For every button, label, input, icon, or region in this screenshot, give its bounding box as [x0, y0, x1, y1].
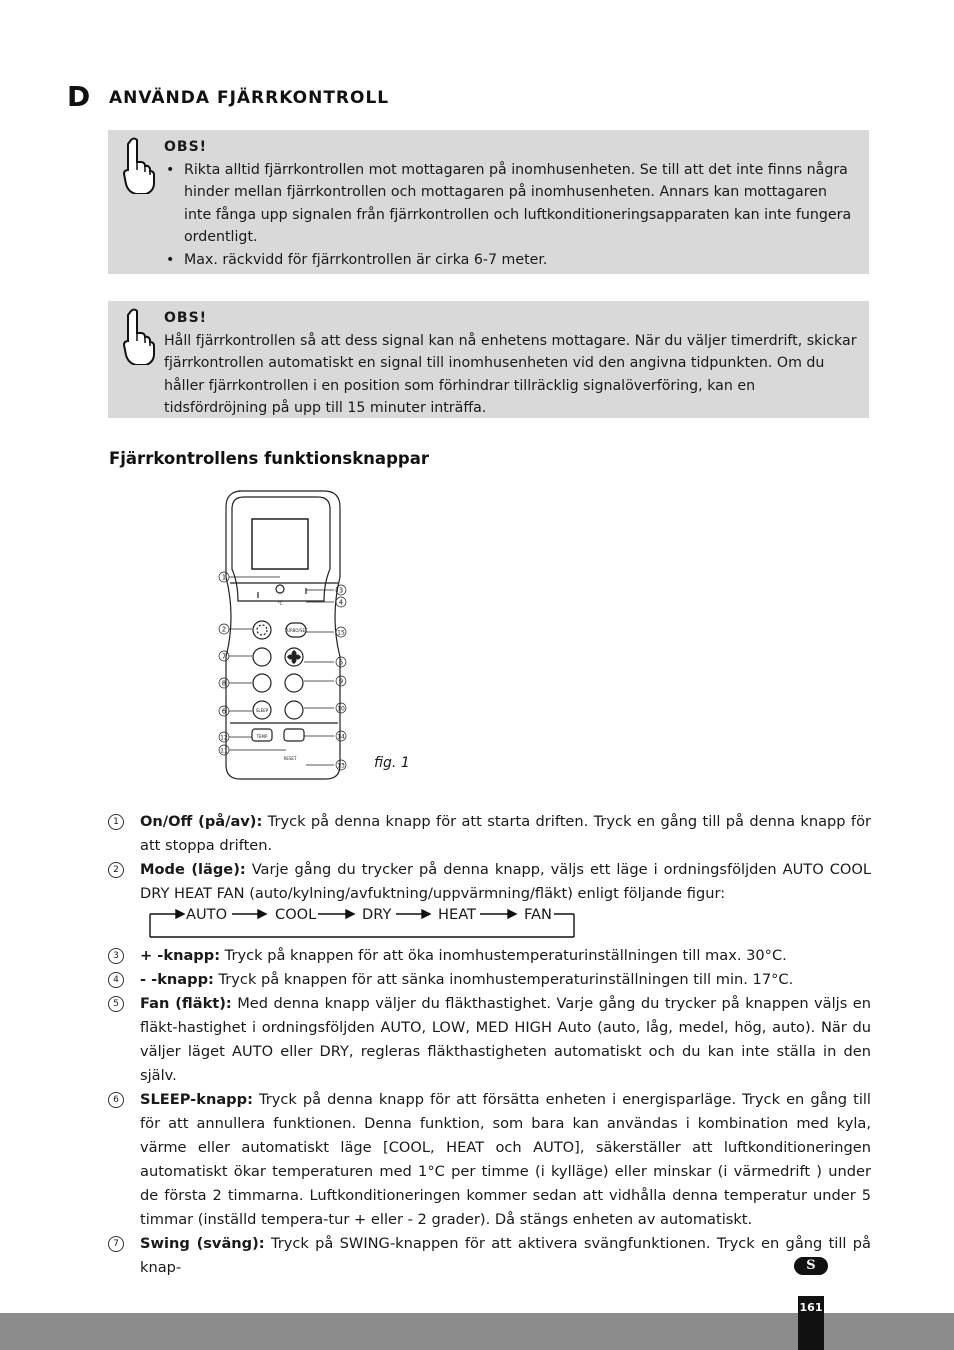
- list-item: [106, 944, 871, 968]
- page-number: 161: [798, 1296, 824, 1350]
- item-text: Tryck på denna knapp för att försätta enheten i energisparläge. Tryck en gång till för att annullera funktionen. Denna funktion, som bara kan användas i kombination med kyla, värme eller automatiskt läge [COOL, HEAT och AUTO], säkerställer att luftkonditioneringen automatiskt ökar temperaturen med 1°C per timme (i kylläge) eller minskar (i värmedrift ) under de första 2 timmarna. Luftkonditioneringen kommer sedan att vidhålla denna temperatur under 5 timmar (inställd tempera-tur + eller - 2 grader). Då stängs enheten av automatiskt.: [140, 1091, 871, 1228]
- callout-left: 1: [221, 573, 227, 582]
- callout-left: 7: [221, 652, 227, 661]
- callout-right: 13: [337, 762, 345, 770]
- item-number: 4: [108, 972, 124, 988]
- mode-dry: DRY: [362, 906, 392, 923]
- item-text: Varje gång du trycker på denna knapp, väljs ett läge i ordningsföljden AUTO COOL DRY HEAT FAN (auto/kylning/avfuktning/uppvärmning/fläkt) enligt följande figur:: [140, 861, 871, 902]
- note-bullets: [164, 159, 857, 272]
- section-title: ANVÄNDA FJÄRRKONTROLL: [109, 88, 390, 108]
- degree-label: °C: [277, 601, 283, 606]
- list-item: [106, 858, 871, 906]
- callout-left: 8: [221, 679, 227, 688]
- reset-label: RESET: [283, 756, 297, 761]
- callout-right: 5: [338, 658, 344, 667]
- callout-right: 3: [338, 586, 344, 595]
- item-text: Tryck på knappen för att öka inomhustemperaturinställningen till max. 30°C.: [220, 947, 787, 964]
- item-number: 2: [108, 862, 124, 878]
- mode-cool: COOL: [275, 906, 317, 923]
- list-item: [106, 1088, 871, 1232]
- item-number: 3: [108, 948, 124, 964]
- fan-icon: [287, 650, 301, 664]
- note-box-2: [108, 301, 869, 418]
- mode-fan: FAN: [524, 906, 552, 923]
- item-term: Fan (fläkt):: [140, 995, 232, 1012]
- item-text: Tryck på SWING-knappen för att aktivera svängfunktionen. Tryck en gång till på knap-: [140, 1235, 871, 1276]
- figure-caption: fig. 1: [374, 755, 410, 771]
- note-bullet: • Max. räckvidd för fjärrkontrollen är cirka 6-7 meter.: [164, 249, 857, 272]
- note-box-1: [108, 130, 869, 274]
- subheading: Fjärrkontrollens funktionsknappar: [109, 449, 429, 468]
- note-label: OBS!: [164, 310, 208, 326]
- note-text: Håll fjärrkontrollen så att dess signal kan nå enhetens mottagare. När du väljer timerdrift, skickar fjärrkontrollen automatiskt en signal till inomhusenheten vid den angivna tidpunkten. Om du håller fjärrkontrollen i en position som förhindrar tillräcklig signalöverföring, kan en tidsfördröjning på upp till 15 minuter inträffa.: [164, 332, 857, 417]
- item-text: Tryck på denna knapp för att starta driften. Tryck en gång till på denna knapp för att stoppa driften.: [140, 813, 871, 854]
- turbo-label: TURBO/SET: [284, 628, 308, 633]
- item-number: 1: [108, 814, 124, 830]
- pointing-hand-icon: [116, 307, 156, 365]
- mode-auto: AUTO: [186, 906, 228, 923]
- callout-right: 14: [337, 733, 345, 741]
- list-item: [106, 1232, 871, 1280]
- item-text: Med denna knapp väljer du fläkthastighet. Varje gång du trycker på knappen väljs en fläkt-hastighet i ordningsföljden AUTO, LOW, MED HIGH Auto (auto, låg, medel, hög, auto). När du väljer läget AUTO eller DRY, regleras fläkthastigheten automatiskt och du kan inte ställa in den själv.: [140, 995, 871, 1084]
- sleep-label: SLEEP: [255, 708, 269, 713]
- callout-left: 12: [220, 734, 228, 742]
- item-term: Swing (sväng):: [140, 1235, 265, 1252]
- callout-right: 10: [337, 705, 345, 713]
- item-term: Mode (läge):: [140, 861, 246, 878]
- remote-control-figure: [210, 485, 370, 785]
- list-item: [106, 992, 871, 1088]
- note-bullet: • Rikta alltid fjärrkontrollen mot mottagaren på inomhusenheten. Se till att det inte finns några hinder mellan fjärrkontrollen och mottagaren på inomhusenheten. Annars kan mottagaren inte fånga upp signalen från fjärrkontrollen och luftkonditioneringsapparaten kan inte fungera ordentligt.: [164, 159, 857, 249]
- item-term: - -knapp:: [140, 971, 214, 988]
- callout-right: 4: [338, 598, 344, 607]
- mode-flow-diagram: [146, 906, 578, 944]
- item-term: + -knapp:: [140, 947, 221, 964]
- callout-left: 6: [221, 707, 227, 716]
- callout-right: 9: [338, 677, 344, 686]
- section-letter: D: [67, 80, 91, 113]
- language-badge: S: [794, 1257, 828, 1275]
- item-text: Tryck på knappen för att sänka inomhustemperaturinställningen till min. 17°C.: [213, 971, 794, 988]
- callout-left: 11: [220, 747, 228, 755]
- mode-heat: HEAT: [438, 906, 476, 923]
- function-list: [106, 810, 871, 1280]
- callout-left: 2: [221, 625, 227, 634]
- item-term: SLEEP-knapp:: [140, 1091, 253, 1108]
- note-label: OBS!: [164, 139, 208, 155]
- callout-right: 15: [337, 629, 345, 637]
- item-number: 6: [108, 1092, 124, 1108]
- list-item: [106, 810, 871, 858]
- item-number: 5: [108, 996, 124, 1012]
- list-item: [106, 968, 871, 992]
- item-term: On/Off (på/av):: [140, 813, 263, 830]
- pointing-hand-icon: [116, 136, 156, 194]
- temp-label: TEMP: [256, 734, 268, 739]
- item-number: 7: [108, 1236, 124, 1252]
